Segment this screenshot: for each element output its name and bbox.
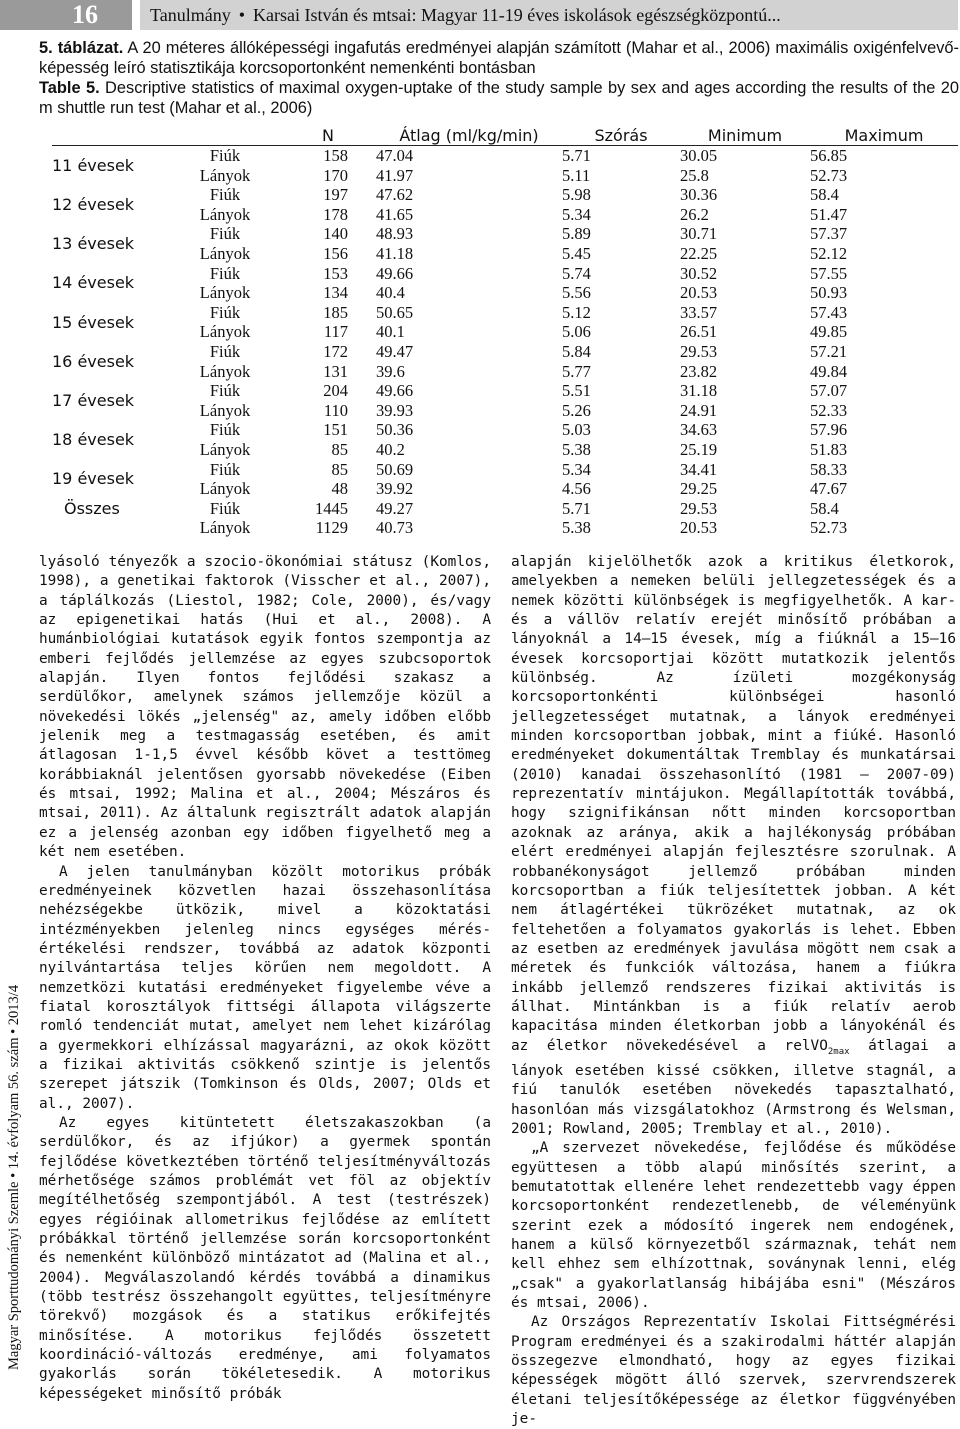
mean-cell: 41.65 bbox=[376, 204, 414, 224]
sex-cell: Fiúk bbox=[209, 341, 241, 361]
sex-cell: Fiúk bbox=[209, 263, 241, 283]
min-cell: 30.05 bbox=[680, 146, 718, 165]
n-cell: 85 bbox=[331, 459, 348, 479]
n-cell: 48 bbox=[331, 479, 348, 499]
caption-hu-text: A 20 méteres állóképességi ingafutás eredményei alapján számított (Mahar et al., 2006) maximális oxigénfelvevő-képesség leíró statisztikája korcsoportonként nemenkénti bontásban bbox=[39, 39, 959, 77]
sex-cell: Lányok bbox=[199, 439, 251, 459]
sd-cell: 5.74 bbox=[562, 263, 591, 283]
max-cell: 58.4 bbox=[810, 498, 839, 518]
age-group-label: 15 évesek bbox=[52, 312, 135, 332]
mean-cell: 50.65 bbox=[376, 302, 414, 322]
age-group-label: 13 évesek bbox=[52, 234, 135, 254]
min-cell: 26.2 bbox=[680, 204, 709, 224]
min-cell: 22.25 bbox=[680, 243, 718, 263]
table-row bbox=[52, 244, 958, 264]
sd-cell: 5.98 bbox=[562, 185, 591, 205]
sex-cell: Fiúk bbox=[209, 381, 241, 401]
table-row bbox=[52, 166, 958, 186]
paragraph: A jelen tanulmányban közölt motorikus próbák eredményeinek közvetlen hazai összehasonlítása nehézségekbe ütközik, mivel a közoktatási intézményekben jelenleg nincs egységes mérés-értékelési rendszer, továbbá az adatok központi nyilvántartása teljes körűen nem megoldott. A nemzetközi kutatási eredményeket figyelembe véve a fiatal korosztályok fittségi állapota világszerte romló tendenciát mutat, amelyet nem lehet kizárólag a gyermekkori elhízással magyarázni, az okok között a fizikai aktivitás csökkenő szintje is jelentős szerepet játszik (Tomkinson és Olds, 2007; Olds et al., 2007). bbox=[39, 863, 491, 1112]
min-cell: 33.57 bbox=[680, 302, 718, 322]
table-row bbox=[52, 146, 958, 166]
mean-cell: 41.97 bbox=[376, 165, 414, 185]
paragraph-text: átlagai a lányok esetében kissé csökken, illetve stagnál, a fiú tanulók esetében növekedés tapasztalható, hasonlóan más vizsgálatokhoz (Armstrong és Welsman, 2001; Rowland, 2005; Tremblay et al., 2010). bbox=[511, 1037, 956, 1137]
n-cell: 1445 bbox=[315, 498, 348, 518]
header-max: Maximum bbox=[810, 125, 958, 146]
min-cell: 20.53 bbox=[680, 518, 718, 538]
sd-cell: 5.38 bbox=[562, 518, 591, 538]
max-cell: 57.07 bbox=[810, 381, 848, 401]
caption-hu bbox=[39, 38, 959, 78]
header-sd: Szórás bbox=[562, 125, 680, 146]
caption-en bbox=[39, 78, 959, 118]
caption-en-label: Table 5. bbox=[39, 79, 100, 97]
sd-cell: 5.12 bbox=[562, 302, 591, 322]
page-number: 16 bbox=[72, 0, 98, 29]
max-cell: 57.96 bbox=[810, 420, 848, 440]
mean-cell: 40.2 bbox=[376, 439, 405, 459]
n-cell: 156 bbox=[323, 243, 348, 263]
mean-cell: 47.62 bbox=[376, 185, 414, 205]
mean-cell: 47.04 bbox=[376, 146, 414, 165]
table-row bbox=[52, 205, 958, 225]
max-cell: 51.47 bbox=[810, 204, 848, 224]
n-cell: 117 bbox=[323, 322, 348, 342]
mean-cell: 39.92 bbox=[376, 479, 414, 499]
max-cell: 50.93 bbox=[810, 283, 848, 303]
sex-cell: Fiúk bbox=[209, 302, 241, 322]
body-column-left bbox=[39, 553, 491, 1404]
sd-cell: 5.45 bbox=[562, 243, 591, 263]
table-row bbox=[52, 185, 958, 205]
subscript-2max: 2max bbox=[827, 1046, 850, 1057]
sd-cell: 5.77 bbox=[562, 361, 591, 381]
mean-cell: 40.1 bbox=[376, 322, 405, 342]
sd-cell: 5.34 bbox=[562, 459, 591, 479]
mean-cell: 49.47 bbox=[376, 341, 414, 361]
mean-cell: 39.6 bbox=[376, 361, 405, 381]
sex-cell: Fiúk bbox=[209, 420, 241, 440]
paragraph-text: alapján kijelölhetők azok a kritikus életkorok, amelyekben a nemeken belüli jellegzetességek és a nemek közötti különbségek is megfigyelhetők. A kar- és a vállöv relatív erejét minősítő próbában a lányoknál a 14–15 évesek, míg a fiúknál a 15–16 évesek korcsoportjai között mutatkozik jelentős különbség. Az ízületi mozgékonyság korcsoportonkénti különbségei hasonló jellegzetességet mutatnak, a lányok eredményei minden korcsoportban jobbak, mint a fiúké. Hasonló eredményeket dokumentáltak Tremblay és munkatársai (2010) kanadai összehasonlító (1981 – 2007-09) reprezentatív mintájukon. Megállapították továbbá, hogy szignifikánsan nőtt minden korcsoportban azoknak az aránya, akik a hajlékonyság próbában elért eredményei alapján fejlesztésre szorulnak. A robbanékonyságot jellemző próbában minden korcsoportban a fiúk teljesítettek jobban. A két nem átlagértékei tükrözéket mutatnak, az ok feltehetően a folyamatos gyakorlás is lehet. Ebben az esetben az eredmények javulása mögött nem csak a méretek és funkciók változása, hanem a fiúkra inkább jellemző rendszeres fizikai aktivitás is állhat. Mintánkban is a fiúk relatív aerob kapacitása minden életkorban jobb a lányokénál és az életkor növekedésével a relVO bbox=[511, 554, 956, 1054]
sd-cell: 5.03 bbox=[562, 420, 591, 440]
n-cell: 85 bbox=[331, 439, 348, 459]
n-cell: 1129 bbox=[315, 518, 348, 538]
age-group-label: 11 évesek bbox=[52, 155, 135, 175]
mean-cell: 40.73 bbox=[376, 518, 414, 538]
min-cell: 29.53 bbox=[680, 498, 718, 518]
sex-cell: Fiúk bbox=[209, 185, 241, 205]
max-cell: 57.21 bbox=[810, 341, 848, 361]
sex-cell: Lányok bbox=[199, 322, 251, 342]
min-cell: 25.8 bbox=[680, 165, 709, 185]
journal-section: Tanulmány bbox=[150, 5, 231, 25]
min-cell: 24.91 bbox=[680, 400, 718, 420]
max-cell: 58.4 bbox=[810, 185, 839, 205]
table-row bbox=[52, 342, 958, 362]
max-cell: 49.85 bbox=[810, 322, 848, 342]
min-cell: 23.82 bbox=[680, 361, 718, 381]
n-cell: 134 bbox=[323, 283, 348, 303]
running-title bbox=[140, 0, 958, 30]
journal-citation: Magyar Sporttudományi Szemle • 14. évfolyam 56. szám • 2013/4 bbox=[6, 984, 22, 1370]
table-row bbox=[52, 362, 958, 382]
age-group-label: 16 évesek bbox=[52, 351, 135, 371]
table-caption bbox=[39, 38, 959, 118]
max-cell: 57.43 bbox=[810, 302, 848, 322]
body-column-right bbox=[511, 553, 956, 1429]
statistics-table bbox=[52, 125, 958, 538]
sd-cell: 5.84 bbox=[562, 341, 591, 361]
page-number-box bbox=[0, 0, 132, 30]
table-row bbox=[52, 499, 958, 519]
sex-cell: Lányok bbox=[199, 283, 251, 303]
sex-cell: Lányok bbox=[199, 518, 251, 538]
max-cell: 51.83 bbox=[810, 439, 848, 459]
table-row bbox=[52, 224, 958, 244]
min-cell: 20.53 bbox=[680, 283, 718, 303]
table-row bbox=[52, 381, 958, 401]
max-cell: 52.73 bbox=[810, 518, 848, 538]
min-cell: 30.71 bbox=[680, 224, 718, 244]
paragraph: lyásoló tényezők a szocio-ökonómiai státusz (Komlos, 1998), a genetikai faktorok (Visscher et al., 2007), a táplálkozás (Liestol, 1982; Cole, 2000), és/vagy az epigenetikai hatás (Hui et al., 2008). A humánbiológiai kutatások egyik fontos szempontja az emberi fejlődés jellemzése az egyes szubcsoportok alapján. Ilyen fontos fejlődési szakasz a serdülőkor, amelynek számos jellemzője közül a növekedési lökés „jelenség" az, amely időben előbb jelenik meg a testmagasság esetében, és amit átlagosan 1-1,5 évvel később követ a testtömeg korábbiaknál jelentősen gyorsabb növekedése (Eiben és mtsai, 1992; Malina et al., 2004; Mészáros és mtsai, 2011). Az általunk regisztrált adatok alapján ez a jelenség azonban egy időben figyelhető meg a két nem esetében. bbox=[39, 554, 491, 861]
max-cell: 52.73 bbox=[810, 165, 848, 185]
sd-cell: 5.71 bbox=[562, 146, 591, 165]
n-cell: 151 bbox=[323, 420, 348, 440]
age-group-label: 19 évesek bbox=[52, 469, 135, 489]
min-cell: 29.53 bbox=[680, 341, 718, 361]
sex-cell: Fiúk bbox=[209, 459, 241, 479]
min-cell: 26.51 bbox=[680, 322, 718, 342]
age-group-label: 12 évesek bbox=[52, 194, 135, 214]
n-cell: 158 bbox=[323, 146, 348, 165]
mean-cell: 48.93 bbox=[376, 224, 414, 244]
table-row bbox=[52, 283, 958, 303]
mean-cell: 50.69 bbox=[376, 459, 414, 479]
paragraph: „A szervezet növekedése, fejlődése és működése együttesen a több alapú minősítés szerint, a bemutatottak ellenére lehet rendezettebb vagy éppen korcsoportonként rendezetlenebb, de véleményünk szerint ezek a módosító ingerek nem endogének, hanem a külső környezetből származnak, tehát nem kell ehhez sem elhízottnak, soványnak lenni, elég „csak" a gyakorlatlanság hibájába esni" (Mészáros és mtsai, 2006). bbox=[511, 1140, 956, 1311]
mean-cell: 49.27 bbox=[376, 498, 414, 518]
sd-cell: 5.51 bbox=[562, 381, 591, 401]
n-cell: 131 bbox=[323, 361, 348, 381]
header-n: N bbox=[280, 125, 376, 146]
max-cell: 47.67 bbox=[810, 479, 848, 499]
sd-cell: 4.56 bbox=[562, 479, 591, 499]
paragraph: Az egyes kitüntetett életszakaszokban (a serdülőkor, és az ifjúkor) a gyermek spontán fejlődése következtében történő teljesítményváltozás mérhetősége számos problémát vet föl az objektív megítélhetőség szempontjából. A test (testrészek) egyes régióinak allometrikus fejlődése az említett próbákkal történő jellemzése során korcsoportonként és nemenként különböző mintázatot ad (Malina et al., 2004). Megválaszolandó kérdés továbbá a dinamikus (több testrész összehangolt együttes, teljesítményre törekvő) mozgások és a statikus erőkifejtés minősítése. A motorikus fejlődés összetett koordináció-változás eredménye, ami folyamatos gyakorlás során tökéletesedik. A motorikus képességeket minősítő próbák bbox=[39, 1114, 491, 1402]
table-row bbox=[52, 303, 958, 323]
n-cell: 185 bbox=[323, 302, 348, 322]
n-cell: 178 bbox=[323, 204, 348, 224]
n-cell: 170 bbox=[323, 165, 348, 185]
sex-cell: Lányok bbox=[199, 243, 251, 263]
mean-cell: 39.93 bbox=[376, 400, 414, 420]
n-cell: 197 bbox=[323, 185, 348, 205]
table-row bbox=[52, 460, 958, 480]
sex-cell: Fiúk bbox=[209, 146, 241, 165]
max-cell: 52.12 bbox=[810, 243, 848, 263]
age-group-label: 18 évesek bbox=[52, 430, 135, 450]
age-group-label: Összes bbox=[64, 498, 120, 518]
header-sex bbox=[170, 125, 280, 146]
mean-cell: 49.66 bbox=[376, 263, 414, 283]
min-cell: 29.25 bbox=[680, 479, 718, 499]
max-cell: 52.33 bbox=[810, 400, 848, 420]
table-row bbox=[52, 264, 958, 284]
min-cell: 25.19 bbox=[680, 439, 718, 459]
paragraph: Az Országos Reprezentatív Iskolai Fittségmérési Program eredményei és a szakirodalmi háttér alapján összegezve elmondható, hogy az egyes fizikai képességek mögött álló szervek, szervrendszerek életani teljesítőképessége az életkor függvényében je- bbox=[511, 1314, 956, 1427]
max-cell: 56.85 bbox=[810, 146, 848, 165]
table-row bbox=[52, 440, 958, 460]
header-age bbox=[52, 125, 170, 146]
sd-cell: 5.26 bbox=[562, 400, 591, 420]
header-min: Minimum bbox=[680, 125, 810, 146]
sd-cell: 5.38 bbox=[562, 439, 591, 459]
header-separator: • bbox=[238, 5, 246, 25]
n-cell: 110 bbox=[323, 400, 348, 420]
n-cell: 153 bbox=[323, 263, 348, 283]
table-row bbox=[52, 401, 958, 421]
sd-cell: 5.71 bbox=[562, 498, 591, 518]
sex-cell: Lányok bbox=[199, 204, 251, 224]
min-cell: 31.18 bbox=[680, 381, 718, 401]
sex-cell: Fiúk bbox=[209, 498, 241, 518]
article-title: Karsai István és mtsai: Magyar 11-19 éves iskolások egészségközpontú... bbox=[253, 5, 781, 25]
running-header bbox=[0, 0, 960, 30]
age-group-label: 17 évesek bbox=[52, 390, 135, 410]
table-header-row bbox=[52, 125, 958, 146]
sd-cell: 5.89 bbox=[562, 224, 591, 244]
sd-cell: 5.06 bbox=[562, 322, 591, 342]
header-mean: Átlag (ml/kg/min) bbox=[376, 125, 562, 146]
sex-cell: Lányok bbox=[199, 361, 251, 381]
max-cell: 57.55 bbox=[810, 263, 848, 283]
mean-cell: 41.18 bbox=[376, 243, 414, 263]
paragraph bbox=[511, 553, 956, 1139]
n-cell: 204 bbox=[323, 381, 348, 401]
table-row bbox=[52, 479, 958, 499]
min-cell: 30.36 bbox=[680, 185, 718, 205]
sd-cell: 5.34 bbox=[562, 204, 591, 224]
max-cell: 58.33 bbox=[810, 459, 848, 479]
sex-cell: Lányok bbox=[199, 165, 251, 185]
min-cell: 30.52 bbox=[680, 263, 718, 283]
mean-cell: 50.36 bbox=[376, 420, 414, 440]
caption-en-text: Descriptive statistics of maximal oxygen-uptake of the study sample by sex and ages according the results of the 20 m shuttle run test (Mahar et al., 2006) bbox=[39, 79, 960, 117]
max-cell: 57.37 bbox=[810, 224, 848, 244]
max-cell: 49.84 bbox=[810, 361, 848, 381]
caption-hu-label: 5. táblázat. bbox=[39, 39, 124, 57]
sd-cell: 5.11 bbox=[562, 165, 591, 185]
mean-cell: 40.4 bbox=[376, 283, 405, 303]
mean-cell: 49.66 bbox=[376, 381, 414, 401]
age-group-label: 14 évesek bbox=[52, 273, 135, 293]
sex-cell: Lányok bbox=[199, 479, 251, 499]
n-cell: 172 bbox=[323, 341, 348, 361]
n-cell: 140 bbox=[323, 224, 348, 244]
table-row bbox=[52, 518, 958, 538]
sex-cell: Lányok bbox=[199, 400, 251, 420]
table-row bbox=[52, 420, 958, 440]
journal-sidebar bbox=[0, 930, 30, 1370]
sex-cell: Fiúk bbox=[209, 224, 241, 244]
min-cell: 34.63 bbox=[680, 420, 718, 440]
sd-cell: 5.56 bbox=[562, 283, 591, 303]
min-cell: 34.41 bbox=[680, 459, 718, 479]
table-row bbox=[52, 322, 958, 342]
